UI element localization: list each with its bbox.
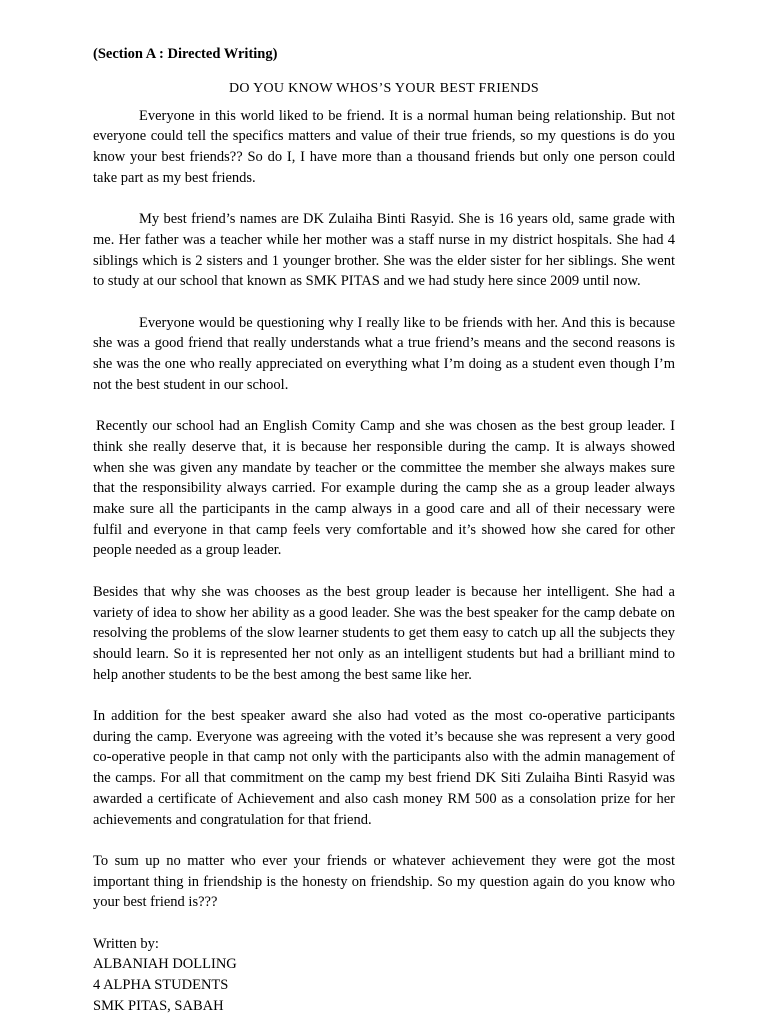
- section-label: (Section A : Directed Writing): [93, 46, 278, 62]
- paragraph-reasons: Everyone would be questioning why I really like to be friends with her. And this is because she was a good friend that really understands what a true friend’s means and the second reasons is she was the one who really appreciated on everything what I’m doing as a student even though I’m not the best student in our school.: [93, 314, 675, 393]
- signature-written-by: Written by:: [93, 935, 159, 952]
- paragraph-conclusion: To sum up no matter who ever your friends or whatever achievement they were got the most important thing in friendship is the honesty on friendship. So my question again do you know who your best friend is???: [93, 852, 675, 911]
- signature-author-name: ALBANIAH DOLLING: [93, 956, 237, 973]
- paragraph-camp: Recently our school had an English Comity Camp and she was chosen as the best group leader. I think she really deserve that, it is because her responsible during the camp. It is always showed when she was given any mandate by teacher or the committee the member she always makes sure that the responsibility always carried. For example during the camp she as a group leader always make sure all the participants in the camp always in a good care and all of their necessary were fulfil and everyone in that camp feels very comfortable and it’s showed how she cared for other people needed as a group leader.: [93, 418, 675, 559]
- paragraph-intro: Everyone in this world liked to be friend. It is a normal human being relationship. But not everyone could tell the specifics matters and value of their true friends, so my questions is do you know your best friends?? So do I, I have more than a thousand friends but only one person could take part as my best friends.: [93, 107, 675, 186]
- signature-block: [93, 934, 675, 1017]
- paragraph-award: In addition for the best speaker award she also had voted as the most co-operative participants during the camp. Everyone was agreeing with the voted it’s because she was represent a very good co-operative people in that camp not only with the participants also with the admin management of the camps. For all that commitment on the camp my best friend DK Siti Zulaiha Binti Rasyid was awarded a certificate of Achievement and also cash money RM 500 as a consolation prize for her achievements and congratulation for that friend.: [93, 708, 675, 828]
- signature-class: 4 ALPHA STUDENTS: [93, 977, 229, 994]
- essay-title: DO YOU KNOW WHOS’S YOUR BEST FRIENDS: [228, 81, 539, 96]
- paragraph-profile: My best friend’s names are DK Zulaiha Binti Rasyid. She is 16 years old, same grade with me. Her father was a teacher while her mother was a staff nurse in my district hospitals. She had 4 siblings which is 2 sisters and 1 younger brother. She was the elder sister for her siblings. She went to study at our school that known as SMK PITAS and we had study here since 2009 until now.: [93, 211, 675, 290]
- document-body: [93, 44, 675, 1017]
- signature-school: SMK PITAS, SABAH: [93, 997, 224, 1014]
- paragraph-intelligence: Besides that why she was chooses as the best group leader is because her intelligent. She had a variety of idea to show her ability as a good leader. She was the best speaker for the camp debate on resolving the problems of the slow learner students to get them easy to catch up all the subjects they should learn. So it is represented her not only as an intelligent students but had a brilliant mind to help another students to be the best among the best same like her.: [93, 583, 675, 683]
